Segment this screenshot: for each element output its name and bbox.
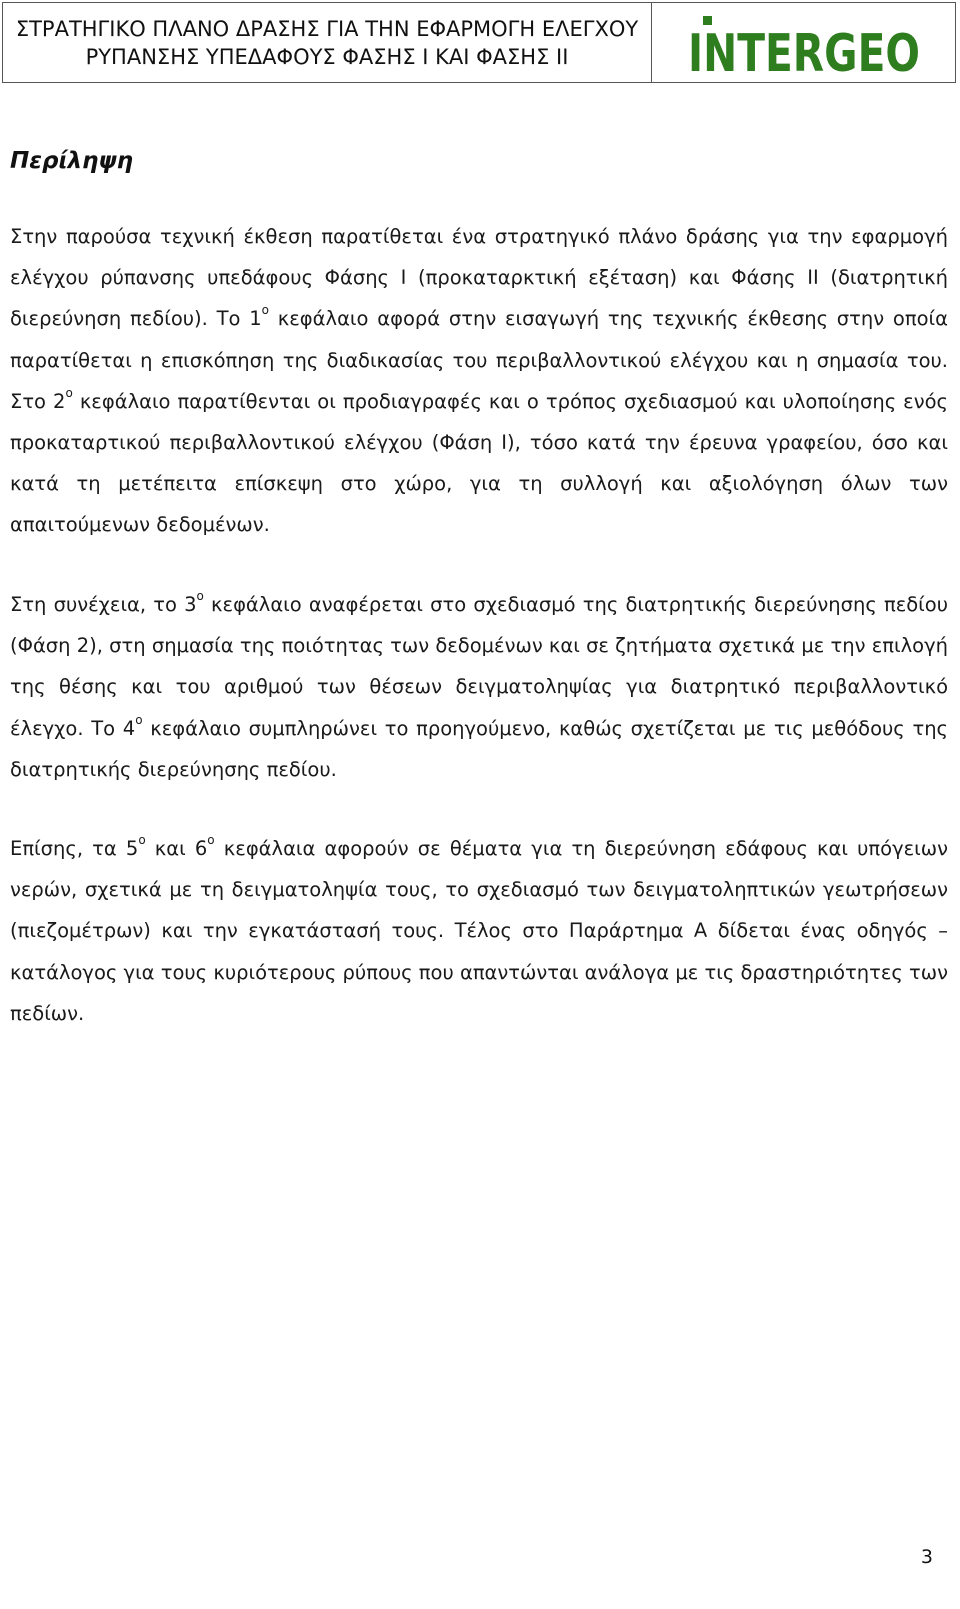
document-title: [3, 3, 652, 82]
text-segment: κεφάλαιο αναφέρεται στο σχεδιασμό της διατρητικής διερεύνησης πεδίου (Φάση 2), στη σημασία της ποιότητας των δεδομένων και σε ζητήματα σχετικά με την επιλογή της θέσης και του αριθμού των θέσεων δειγματοληψίας για διατρητικό περιβαλλοντικό έλεγχο. Το 4: [10, 593, 948, 740]
ordinal-superscript: ο: [261, 303, 269, 318]
text-segment: και 6: [145, 837, 208, 860]
logo-text: INTERGEO: [687, 23, 920, 84]
summary-paragraph-1: [10, 216, 948, 546]
page-number: 3: [920, 1546, 933, 1568]
ordinal-superscript: ο: [196, 589, 204, 603]
text-segment: κεφάλαιο συμπληρώνει το προηγούμενο, καθώς σχετίζεται με τις μεθόδους της διατρητικής διερεύνησης πεδίου.: [10, 716, 948, 781]
summary-paragraph-3: [10, 828, 948, 1034]
page-header: [2, 2, 956, 83]
ordinal-superscript: ο: [207, 833, 215, 847]
ordinal-superscript: ο: [65, 385, 73, 400]
text-segment: Επίσης, τα 5: [10, 837, 139, 860]
ordinal-superscript: ο: [138, 833, 146, 847]
document-title-line2: ΡΥΠΑΝΣΗΣ ΥΠΕΔΑΦΟΥΣ ΦΑΣΗΣ Ι ΚΑΙ ΦΑΣΗΣ ΙΙ: [85, 44, 569, 69]
text-segment: κεφάλαιο αφορά στην εισαγωγή της τεχνικής έκθεσης στην οποία παρατίθεται η επισκόπηση της διαδικασίας του περιβαλλοντικού ελέγχου και η σημασία του. Στο 2: [10, 307, 948, 413]
summary-paragraph-2: [10, 584, 948, 790]
text-segment: κεφάλαιο παρατίθενται οι προδιαγραφές και ο τρόπος σχεδιασμού και υλοποίησης ενός προκαταρτικού περιβαλλοντικού ελέγχου (Φάση Ι), τόσο κατά την έρευνα γραφείου, όσο και κατά τη μετέπειτα επίσκεψη στο χώρο, για τη συλλογή και αξιολόγηση όλων των απαιτούμενων δεδομένων.: [10, 389, 948, 537]
text-segment: Στην παρούσα τεχνική έκθεση παρατίθεται ένα στρατηγικό πλάνο δράσης για την εφαρμογή ελέγχου ρύπανσης υπεδάφους Φάσης Ι (προκαταρκτική εξέταση) και Φάσης ΙΙ (διατρητική διερεύνηση πεδίου). Το 1: [10, 225, 948, 331]
text-segment: Στη συνέχεια, το 3: [10, 593, 197, 616]
text-segment: κεφάλαια αφορούν σε θέματα για τη διερεύνηση εδάφους και υπόγειων νερών, σχετικά με τη δειγματοληψία τους, το σχεδιασμό των δειγματοληπτικών γεωτρήσεων (πιεζομέτρων) και την εγκατάστασή τους. Τέλος στο Παράρτημα Α δίδεται ένας οδηγός – κατάλογος για τους κυριότερους ρύπους που απαντώνται ανάλογα με τις δραστηριότητες των πεδίων.: [10, 837, 948, 1025]
ordinal-superscript: ο: [135, 712, 143, 727]
section-heading: Περίληψη: [10, 148, 134, 174]
document-title-line1: ΣΤΡΑΤΗΓΙΚΟ ΠΛΑΝΟ ΔΡΑΣΗΣ ΓΙΑ ΤΗΝ ΕΦΑΡΜΟΓΗ ΕΛΕΓΧΟΥ: [15, 16, 639, 41]
intergeo-logo-mark: [679, 13, 929, 84]
intergeo-logo: [652, 3, 955, 82]
